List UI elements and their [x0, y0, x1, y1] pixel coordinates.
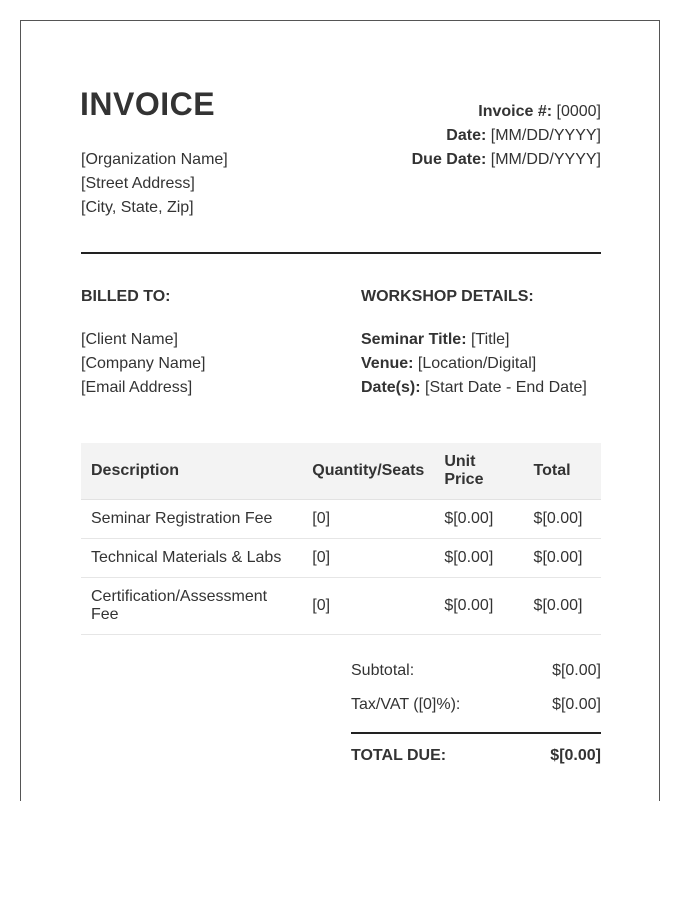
seminar-title-value: [Title]: [470, 331, 510, 348]
row-total: $[0.00]: [524, 500, 601, 539]
tax-value: $[0.00]: [552, 696, 601, 713]
table-row: [81, 578, 601, 635]
company-name: [Company Name]: [81, 355, 206, 372]
header-description: Description: [81, 443, 302, 500]
organization-name: [Organization Name]: [81, 151, 228, 168]
workshop-details-heading: WORKSHOP DETAILS:: [361, 288, 534, 305]
header-unit-price: Unit Price: [434, 443, 523, 500]
invoice-number-row: [412, 100, 601, 124]
venue-value: [Location/Digital]: [417, 355, 537, 372]
organization-street: [Street Address]: [81, 175, 195, 192]
row-description: Certification/Assessment Fee: [81, 578, 302, 635]
row-description: Seminar Registration Fee: [81, 500, 302, 539]
invoice-date-label: Date:: [446, 127, 487, 144]
workshop-details-block: [361, 328, 587, 400]
invoice-number-label: Invoice #:: [478, 103, 553, 120]
seminar-title-label: Seminar Title:: [361, 331, 467, 348]
row-quantity: [0]: [302, 578, 434, 635]
row-total: $[0.00]: [524, 539, 601, 578]
due-date-row: [412, 148, 601, 172]
row-total: $[0.00]: [524, 578, 601, 635]
line-items-table: [81, 443, 601, 635]
seminar-title-row: [361, 328, 587, 352]
venue-label: Venue:: [361, 355, 414, 372]
organization-block: [81, 148, 228, 220]
subtotal-value: $[0.00]: [552, 662, 601, 679]
table-row: [81, 500, 601, 539]
invoice-date-value: [MM/DD/YYYY]: [490, 127, 601, 144]
table-row: [81, 539, 601, 578]
row-unit-price: $[0.00]: [434, 539, 523, 578]
row-quantity: [0]: [302, 539, 434, 578]
email-address: [Email Address]: [81, 379, 193, 396]
client-name: [Client Name]: [81, 331, 178, 348]
total-due-value: $[0.00]: [550, 747, 601, 764]
tax-label: Tax/VAT ([0]%):: [351, 696, 461, 713]
invoice-date-row: [412, 124, 601, 148]
row-unit-price: $[0.00]: [434, 578, 523, 635]
total-due-label: TOTAL DUE:: [351, 747, 447, 764]
subtotal-label: Subtotal:: [351, 662, 415, 679]
organization-city: [City, State, Zip]: [81, 199, 194, 216]
invoice-title: INVOICE: [80, 86, 216, 122]
row-description: Technical Materials & Labs: [81, 539, 302, 578]
totals-divider: [351, 732, 601, 734]
invoice-number-value: [0000]: [556, 103, 601, 120]
billed-to-block: [81, 328, 206, 400]
invoice-meta: [412, 100, 601, 172]
table-header-row: [81, 443, 601, 500]
dates-value: [Start Date - End Date]: [425, 379, 587, 396]
due-date-label: Due Date:: [411, 151, 487, 168]
billed-to-heading: BILLED TO:: [81, 288, 171, 305]
header-quantity: Quantity/Seats: [302, 443, 434, 500]
row-unit-price: $[0.00]: [434, 500, 523, 539]
header-total: Total: [524, 443, 601, 500]
row-quantity: [0]: [302, 500, 434, 539]
header-divider: [81, 252, 601, 254]
dates-row: [361, 376, 587, 400]
venue-row: [361, 352, 587, 376]
due-date-value: [MM/DD/YYYY]: [490, 151, 601, 168]
dates-label: Date(s):: [361, 379, 421, 396]
